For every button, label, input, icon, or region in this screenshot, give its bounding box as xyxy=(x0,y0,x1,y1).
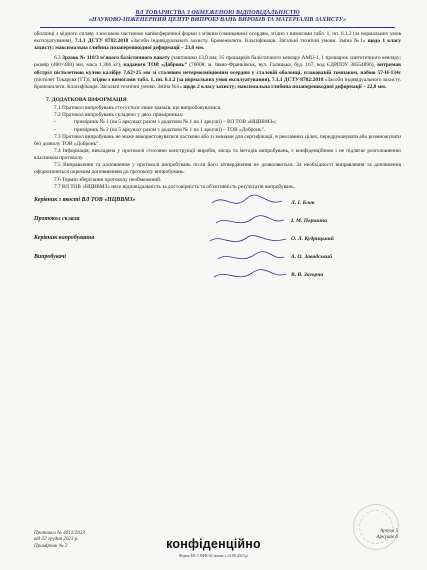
text-span: (завтовшки 13,0 мм; 35 прошарків балістичного кевлару АМU-1, 1 прошарок синтетичного кевлару; розмір (400×400) мм, маса 1,366 кг), xyxy=(34,55,402,69)
signature-names xyxy=(291,200,334,290)
role-test-head: Керівник випробування xyxy=(34,234,95,241)
confidential-label: конфіденційно xyxy=(166,537,261,551)
item-7-3: 7.3 Протокол випробувань не може використовуватися частково або зі змінами для сертифікації, в рекламних цілях, передруковувати або розмножувати без дозволу ТОВ «Доброньˮ. xyxy=(34,133,401,147)
item-7-2-a xyxy=(34,119,401,126)
text-span-bold: наданого ТОВ «Доброньˮ xyxy=(123,62,188,69)
text-span: «Засоби індивідуального захисту. Бронежилети. Класифікація. Загальні технічні умови. Зміна №1» xyxy=(128,37,368,44)
footer-date: від 22 грудня 2023 р. xyxy=(34,536,79,543)
footer-form-id: Форма ЕК-7.8ФВ-02 чинна з 24.08.2023 р. xyxy=(178,554,249,558)
text-span-bold: згідно з вимогами табл. 1, пп. 6.1.2 (за нормальних умов експлуатування), 7.1.1 ДСТУ 8782:2018 xyxy=(92,76,324,83)
item-7-5: 7.5 Виправлення та доповнення у протоколі випробувань після його затвердження не дозволяються. За необхідності виправлення та доповнення оформлюються окремим доповненням до протоколу випробувань. xyxy=(34,162,401,176)
name-2: І. М. Першина xyxy=(291,217,328,224)
signature-roles xyxy=(34,197,194,273)
name-5: В. В. Загорна xyxy=(291,271,324,278)
text-span: «Засоби індивідуального захисту. Бронежилети. Класифікація. Загальні технічні умови. Зміна №1» xyxy=(34,76,401,90)
dash-bullet: - xyxy=(54,119,56,126)
header-line-1: ВЛ ТОВАРИСТВА З ОБМЕЖЕНОЮ ВІДПОВІДАЛЬНІСТЮ xyxy=(135,10,300,16)
item-7-7: 7.7 ВЛ ТОВ «НЦВВМЗ» несе відповідальність за достовірність та об'єктивність результатів випробувань. xyxy=(54,183,296,190)
name-1: Л. І. Блок xyxy=(291,199,315,206)
section-7-title: 7. ДОДАТКОВА ІНФОРМАЦІЯ xyxy=(46,97,127,104)
page-footer xyxy=(0,530,427,570)
text-span-bold: 7.1.1 ДСТУ 8782:2018 xyxy=(74,37,129,44)
text-span: (пістолет Токарєва (ТТ)), xyxy=(34,76,93,83)
item-7-4: 7.4 Інформація, викладена у протоколі стосовно конструкції виробів, місць та методів випробувань, є конфіденційною і не підлягає розголошенню власником протоколу. xyxy=(34,148,401,162)
item-7-1: 7.1 Протокол випробувань стосується лише зразків, що випробовувалися. xyxy=(54,105,222,112)
text-span: примірник № 1 (на 5 аркушах разом з додатком № 1 на 1 аркуші) – ВЛ ТОВ «НЦВВМЗ»; xyxy=(74,119,277,126)
item-7-2: 7.2 Протокол випробувань складено у двох примірниках: xyxy=(54,112,184,119)
name-3: О. Л. Кудрицький xyxy=(291,235,334,242)
footer-protocol-no: Протокол № 4612/2023 xyxy=(34,530,85,536)
item-7-6: 7.6 Термін зберігання протоколу необмежений. xyxy=(54,176,162,183)
footer-sheet: Аркуш 5 xyxy=(380,528,398,534)
text-span-bold: щодо 1 класу захисту; максимальна глибина позаперешкодної деформації – 23,0 мм. xyxy=(34,37,401,52)
paragraph-6-3 xyxy=(34,55,401,91)
signature-block xyxy=(34,197,401,289)
dash-bullet: - xyxy=(54,126,56,133)
text-span: (76008, м. Івано-Франківськ, вул. Галицька, буд. 167, код ЄДРПОУ 38554896), xyxy=(187,62,378,69)
document-header xyxy=(34,10,401,28)
role-quality-head: Керівник з якості ВЛ ТОВ «НЦВВМЗ» xyxy=(34,196,136,203)
text-span: 6.3 xyxy=(54,55,63,62)
footer-sheets-total: Аркушів 6 xyxy=(376,534,398,541)
header-line-2: «НАУКОВО-ІНЖЕНЕРНИЙ ЦЕНТР ВИПРОБУВАНЬ ВИРОБІВ ТА МАТЕРІАЛІВ ЗАХИСТУ» xyxy=(40,17,395,27)
text-span: оболонці з мідного сплаву з носовою частиною напівсферичної форми з м'яким (свинцевим) осердям, згідно з вимогами табл. 1, пп. 6.1.2 (за нормальних умов експлуатування), xyxy=(34,30,401,44)
paragraph-continuation xyxy=(34,31,401,52)
name-4: А. О. Завадський xyxy=(291,253,333,260)
role-testers: Випробувачі xyxy=(34,253,67,260)
text-span-bold: Зразок № 110/3 м'якого балістичного пакету xyxy=(62,55,170,62)
handwritten-signatures xyxy=(204,193,294,285)
footer-copy-no: Примірник № 2 xyxy=(34,542,68,549)
footer-sheet-info xyxy=(376,528,398,540)
text-span-bold: щодо 2 класу захисту; максимальна глибина позаперешкодної деформації – 22,0 мм. xyxy=(183,83,387,90)
text-span-bold: витримав обстріл пістолетною кулею калібру 7,62×25 мм зі сталевим нетермозміцненим осердям у сталевій оболонці, плакованій томпаком, набою 57-Н-134с xyxy=(34,62,401,76)
text-span: примірник № 2 (на 5 аркушах разом з додатком № 1 на 1 аркуші) – ТОВ «Доброньˮ. xyxy=(74,126,266,133)
role-compiled-by: Протокол склала xyxy=(34,215,80,222)
item-7-2-b xyxy=(34,127,401,134)
